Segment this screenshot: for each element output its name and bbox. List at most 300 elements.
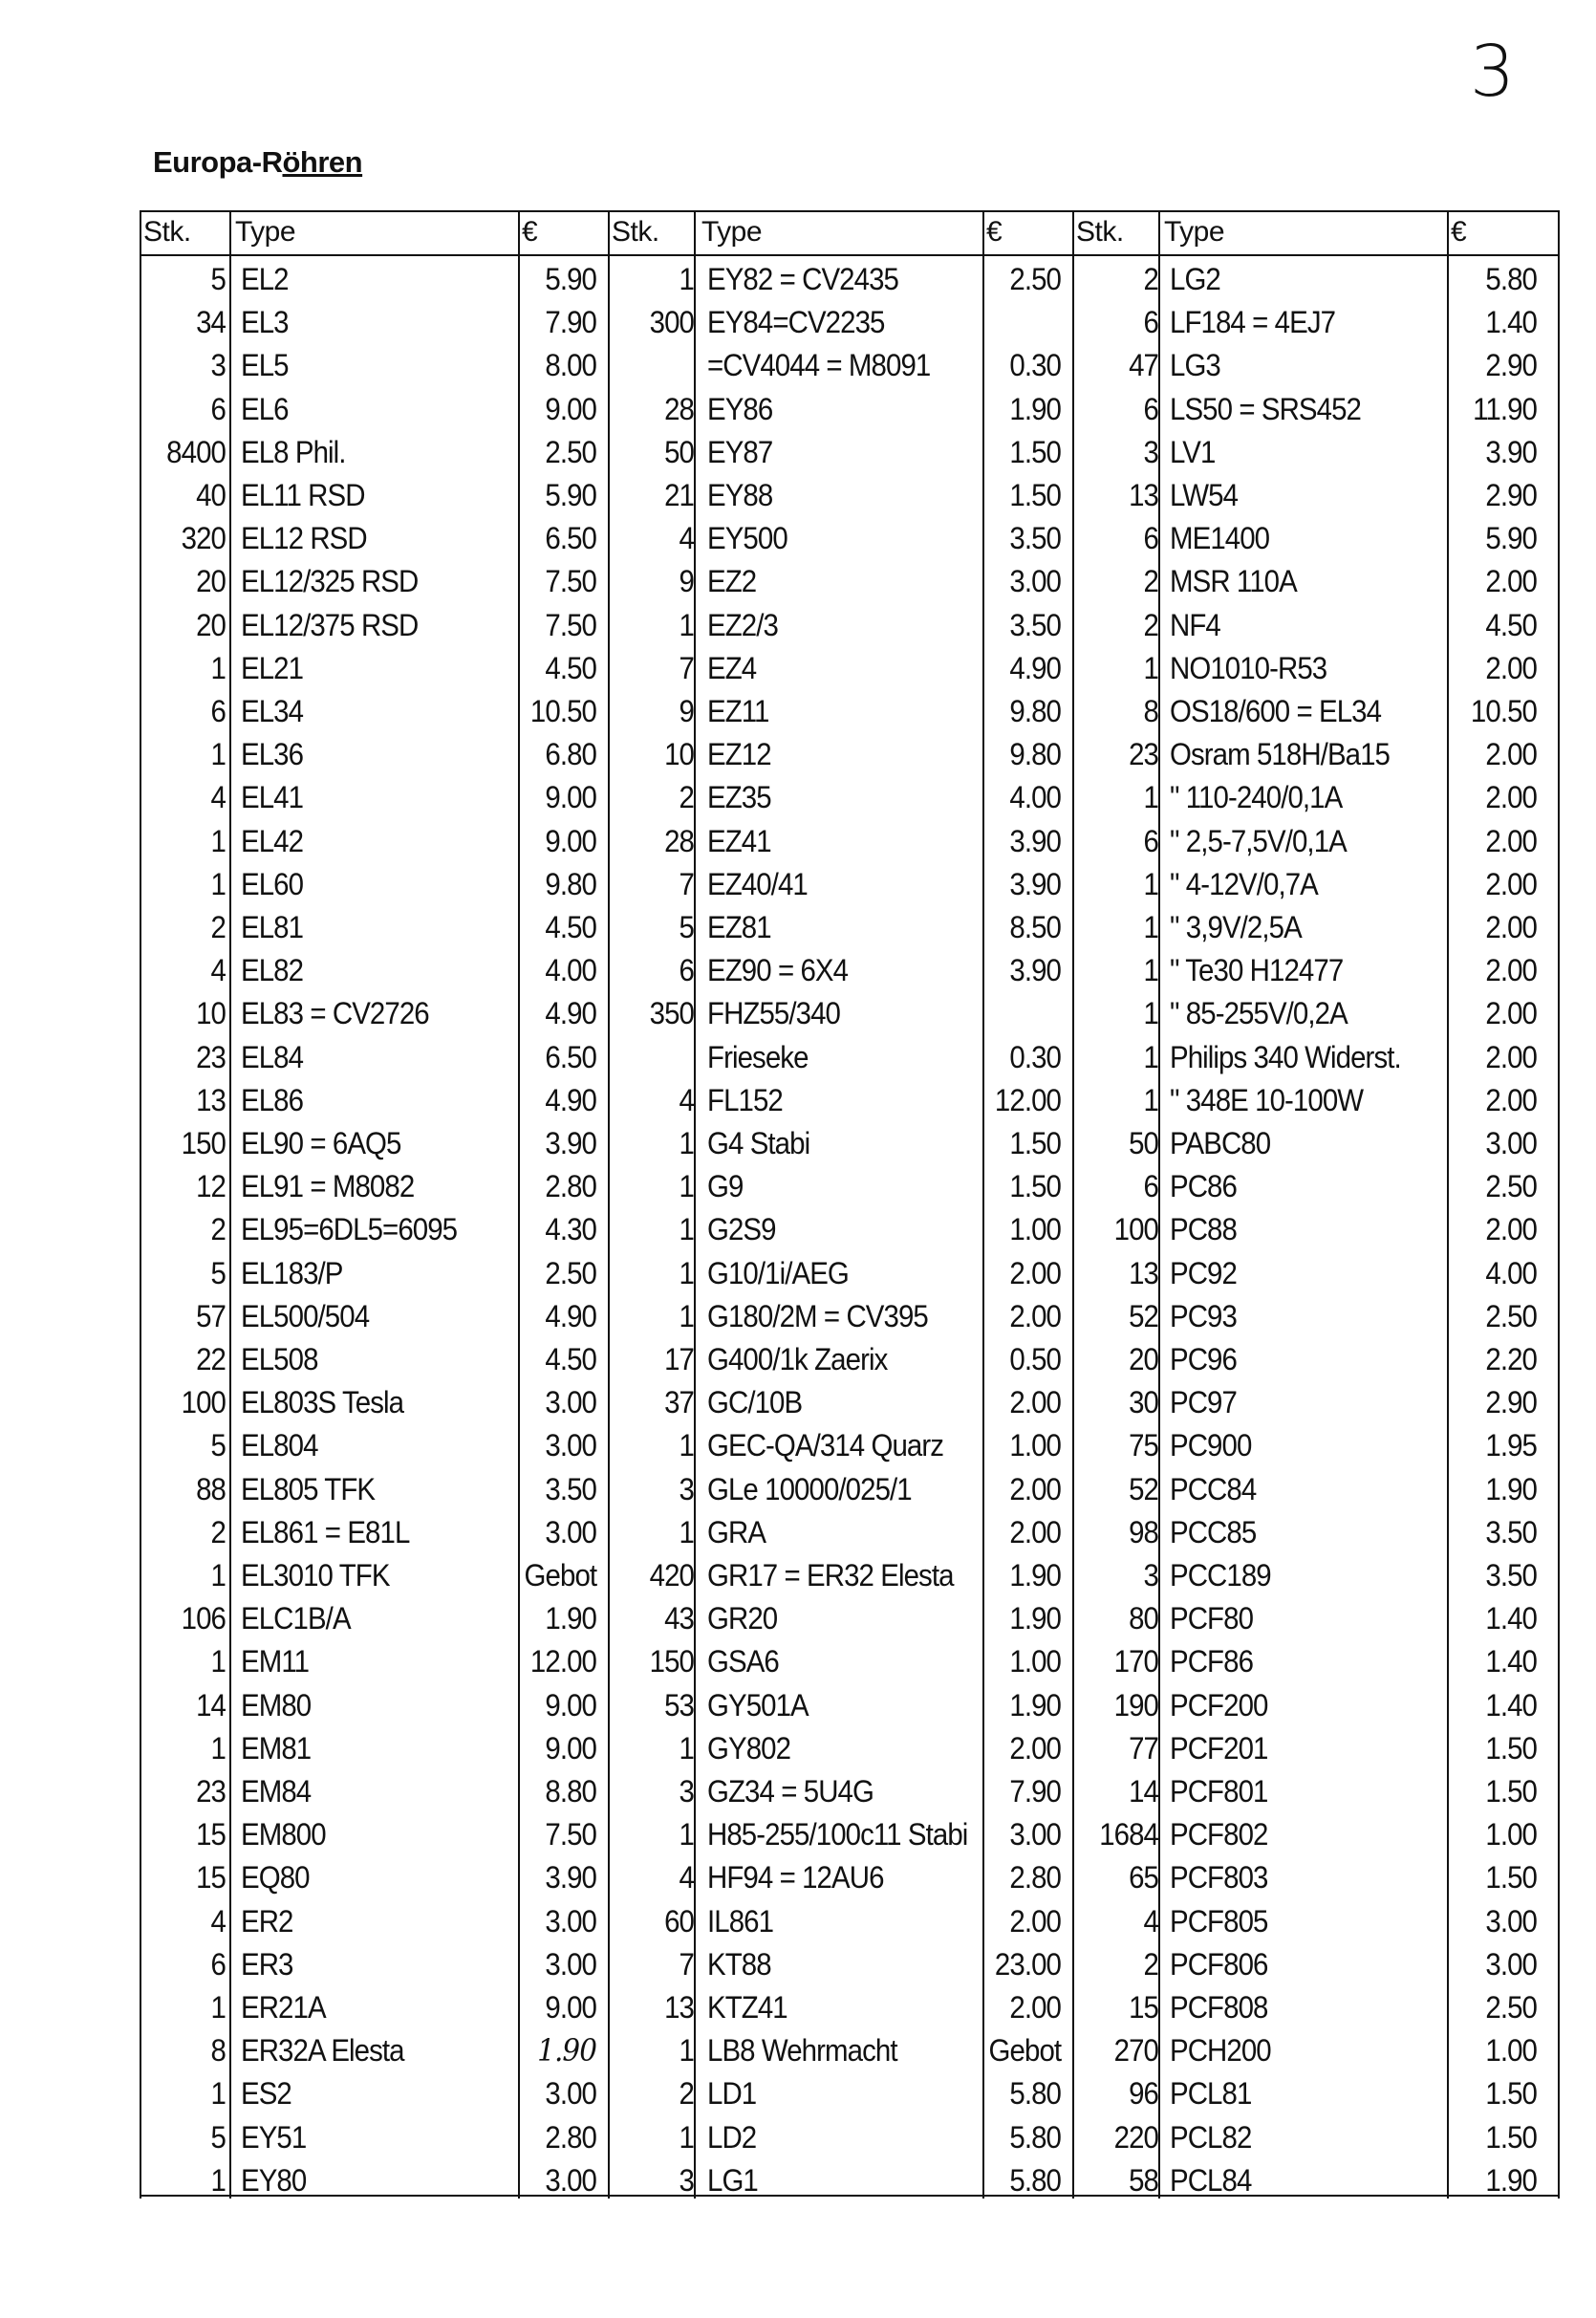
stock-cell: 5 xyxy=(679,910,694,944)
price-cell: 2.00 xyxy=(1485,823,1537,858)
stock-cell: 23 xyxy=(1129,737,1158,772)
stock-cell: 98 xyxy=(1129,1514,1158,1549)
price-cell: 1.90 xyxy=(537,2032,596,2069)
type-cell: EL2 xyxy=(241,262,289,296)
type-cell: EL83 = CV2726 xyxy=(241,996,429,1031)
type-cell: EZ4 xyxy=(707,650,757,685)
price-cell: 4.90 xyxy=(1009,650,1061,685)
stock-cell: 2 xyxy=(1143,1946,1158,1982)
price-cell: 3.00 xyxy=(545,1428,596,1463)
stock-cell xyxy=(618,1036,694,1079)
stock-cell: 6 xyxy=(1143,391,1158,426)
price-cell: 6.80 xyxy=(545,737,596,772)
price-cell: 3.00 xyxy=(1009,1817,1061,1852)
type-cell: EM11 xyxy=(241,1644,310,1679)
stock-cell: 220 xyxy=(1113,2119,1158,2155)
price-cell: 8.50 xyxy=(1009,910,1061,944)
type-cell: PCC189 xyxy=(1170,1558,1271,1592)
type-cell: EL91 = M8082 xyxy=(241,1169,415,1204)
price-cell: 9.00 xyxy=(545,1730,596,1766)
stock-cell: 1 xyxy=(210,2076,226,2112)
type-cell: EZ11 xyxy=(707,694,769,728)
stock-cell: 150 xyxy=(181,1126,226,1160)
stock-cell: 1 xyxy=(679,1428,694,1463)
type-cell: OS18/600 = EL34 xyxy=(1170,694,1382,728)
price-cell: 9.00 xyxy=(545,823,596,858)
price-table xyxy=(140,210,1560,2199)
type-cell: G2S9 xyxy=(707,1212,776,1247)
stock-cell: 13 xyxy=(664,1990,694,2025)
price-cell: 10.50 xyxy=(529,694,596,728)
price-cell: 9.00 xyxy=(545,1687,596,1722)
stock-cell: 2 xyxy=(679,780,694,815)
price-cell: 3.50 xyxy=(1485,1558,1537,1592)
price-cell: 12.00 xyxy=(994,1082,1061,1117)
price-cell: 2.00 xyxy=(1485,780,1537,815)
stock-cell: 96 xyxy=(1129,2076,1158,2112)
type-cell: KT88 xyxy=(707,1946,771,1982)
price-cell: 2.50 xyxy=(545,434,596,469)
type-cell: EY51 xyxy=(241,2119,307,2155)
price-cell: 1.90 xyxy=(1009,1601,1061,1636)
type-cell: EL803S Tesla xyxy=(241,1385,404,1420)
stock-cell: 1 xyxy=(1143,910,1158,944)
price-cell: 1.50 xyxy=(1485,1774,1537,1809)
price-cell: 1.40 xyxy=(1485,1687,1537,1722)
type-cell: PCF806 xyxy=(1170,1946,1268,1982)
type-cell: EY82 = CV2435 xyxy=(707,262,898,296)
price-cell: 2.00 xyxy=(1009,1298,1061,1333)
table-top-border xyxy=(140,210,1560,212)
page-title xyxy=(153,145,362,180)
price-cell: 1.90 xyxy=(1485,2162,1537,2198)
type-cell: G400/1k Zaerix xyxy=(707,1342,888,1376)
price-cell: 3.00 xyxy=(545,1514,596,1549)
type-cell: NF4 xyxy=(1170,607,1220,642)
stock-cell: 100 xyxy=(1113,1212,1158,1247)
stock-cell: 10 xyxy=(196,996,226,1031)
type-cell: EM800 xyxy=(241,1817,326,1852)
type-cell: LG1 xyxy=(707,2162,758,2198)
stock-cell: 57 xyxy=(196,1298,226,1333)
column-header: Stk. xyxy=(1076,216,1124,248)
type-cell: HF94 = 12AU6 xyxy=(707,1860,884,1896)
price-cell: 2.50 xyxy=(1485,1990,1537,2025)
price-cell: 2.80 xyxy=(1009,1860,1061,1896)
column-divider xyxy=(694,210,696,2199)
type-cell: PCF803 xyxy=(1170,1860,1268,1896)
price-cell: 3.00 xyxy=(1485,1126,1537,1160)
price-cell: 2.90 xyxy=(1485,1385,1537,1420)
price-cell: 2.80 xyxy=(545,1169,596,1204)
type-cell: EZ90 = 6X4 xyxy=(707,953,849,988)
type-cell: LD1 xyxy=(707,2076,757,2112)
type-cell: EZ81 xyxy=(707,910,771,944)
price-cell: 5.80 xyxy=(1009,2162,1061,2198)
stock-cell: 1 xyxy=(210,650,226,685)
price-cell: 2.00 xyxy=(1009,1730,1061,1766)
type-cell: EQ80 xyxy=(241,1860,310,1896)
price-cell: 1.50 xyxy=(1009,1169,1061,1204)
price-cell: 2.80 xyxy=(545,2119,596,2155)
price-cell: 3.00 xyxy=(545,1385,596,1420)
stock-cell: 13 xyxy=(1129,1255,1158,1290)
column-divider xyxy=(1447,210,1449,2199)
column-divider xyxy=(1558,210,1560,2199)
type-cell: " 110-240/0,1A xyxy=(1170,780,1343,815)
stock-cell: 3 xyxy=(679,2162,694,2198)
stock-cell: 1 xyxy=(1143,1082,1158,1117)
stock-cell: 20 xyxy=(1129,1342,1158,1376)
stock-cell: 1 xyxy=(210,1644,226,1679)
type-cell: ELC1B/A xyxy=(241,1601,351,1636)
type-cell: " 348E 10-100W xyxy=(1170,1082,1364,1117)
stock-cell: 28 xyxy=(664,823,694,858)
price-cell: 1.50 xyxy=(1485,2119,1537,2155)
price-cell: 1.40 xyxy=(1485,1644,1537,1679)
price-cell: 0.30 xyxy=(1009,348,1061,383)
price-cell: 1.90 xyxy=(1485,1471,1537,1506)
price-cell: 2.50 xyxy=(1009,262,1061,296)
price-cell: 6.50 xyxy=(545,1039,596,1074)
price-cell: 2.00 xyxy=(1485,953,1537,988)
stock-cell: 6 xyxy=(210,694,226,728)
price-cell: 2.00 xyxy=(1485,1039,1537,1074)
stock-cell: 5 xyxy=(210,262,226,296)
price-cell: 2.00 xyxy=(1009,1385,1061,1420)
type-cell: PCF201 xyxy=(1170,1730,1268,1766)
price-cell: 1.00 xyxy=(1009,1212,1061,1247)
column-divider xyxy=(1072,210,1074,2199)
stock-cell: 22 xyxy=(196,1342,226,1376)
stock-cell: 3 xyxy=(1143,434,1158,469)
price-cell: 4.00 xyxy=(545,953,596,988)
stock-cell: 52 xyxy=(1129,1298,1158,1333)
price-cell: Gebot xyxy=(524,1558,597,1592)
stock-cell: 1 xyxy=(210,1730,226,1766)
price-cell: 4.00 xyxy=(1485,1255,1537,1290)
stock-cell: 4 xyxy=(210,780,226,815)
type-cell: EL84 xyxy=(241,1039,304,1074)
price-cell xyxy=(989,992,1061,1035)
type-cell: GC/10B xyxy=(707,1385,803,1420)
type-cell: PCL82 xyxy=(1170,2119,1252,2155)
price-cell: 1.50 xyxy=(1009,478,1061,512)
price-cell: 7.50 xyxy=(545,564,596,599)
stock-cell: 1 xyxy=(679,2033,694,2069)
type-cell: IL861 xyxy=(707,1903,774,1939)
stock-cell: 37 xyxy=(664,1385,694,1420)
stock-cell: 58 xyxy=(1129,2162,1158,2198)
stock-cell: 9 xyxy=(679,694,694,728)
type-cell: EL90 = 6AQ5 xyxy=(241,1126,401,1160)
price-cell: 4.90 xyxy=(545,996,596,1031)
type-cell: EL42 xyxy=(241,823,304,858)
type-cell: LV1 xyxy=(1170,434,1216,469)
price-cell: 2.00 xyxy=(1009,1514,1061,1549)
type-cell: ER21A xyxy=(241,1990,326,2025)
type-cell: PC93 xyxy=(1170,1298,1237,1333)
type-cell: EL95=6DL5=6095 xyxy=(241,1212,458,1247)
stock-cell: 320 xyxy=(181,521,226,556)
type-cell: EY87 xyxy=(707,434,773,469)
price-cell: 0.50 xyxy=(1009,1342,1061,1376)
column-divider xyxy=(229,210,231,2199)
column-divider xyxy=(518,210,520,2199)
type-cell: EY500 xyxy=(707,521,787,556)
type-cell: PCF200 xyxy=(1170,1687,1268,1722)
stock-cell: 2 xyxy=(1143,262,1158,296)
stock-cell: 88 xyxy=(196,1471,226,1506)
type-cell: EL12/375 RSD xyxy=(241,607,419,642)
price-cell: 1.00 xyxy=(1009,1428,1061,1463)
stock-cell: 9 xyxy=(679,564,694,599)
stock-cell: 52 xyxy=(1129,1471,1158,1506)
type-cell: EL41 xyxy=(241,780,304,815)
stock-cell: 23 xyxy=(196,1774,226,1809)
price-cell: 1.90 xyxy=(1009,391,1061,426)
stock-cell: 60 xyxy=(664,1903,694,1939)
stock-cell: 270 xyxy=(1113,2033,1158,2069)
price-cell: 3.00 xyxy=(545,1903,596,1939)
stock-cell: 50 xyxy=(664,434,694,469)
type-cell: EL3010 TFK xyxy=(241,1558,390,1592)
stock-cell: 15 xyxy=(1129,1990,1158,2025)
stock-cell: 6 xyxy=(1143,1169,1158,1204)
stock-cell: 1 xyxy=(679,1817,694,1852)
price-cell: 4.50 xyxy=(545,650,596,685)
price-cell: 23.00 xyxy=(994,1946,1061,1982)
stock-cell: 106 xyxy=(181,1601,226,1636)
type-cell: MSR 110A xyxy=(1170,564,1297,599)
stock-cell: 21 xyxy=(664,478,694,512)
type-cell: ER32A Elesta xyxy=(241,2033,404,2069)
price-cell: 1.50 xyxy=(1485,2076,1537,2112)
price-cell: 4.90 xyxy=(545,1082,596,1117)
type-cell: GY802 xyxy=(707,1730,791,1766)
price-cell: 9.80 xyxy=(1009,694,1061,728)
type-cell: EL12 RSD xyxy=(241,521,367,556)
type-cell: Osram 518H/Ba15 xyxy=(1170,737,1391,772)
stock-cell: 6 xyxy=(210,1946,226,1982)
type-cell: ME1400 xyxy=(1170,521,1270,556)
type-cell: PCF801 xyxy=(1170,1774,1268,1809)
price-cell: 3.00 xyxy=(1485,1903,1537,1939)
type-cell: GZ34 = 5U4G xyxy=(707,1774,873,1809)
stock-cell: 2 xyxy=(210,910,226,944)
stock-cell: 50 xyxy=(1129,1126,1158,1160)
stock-cell: 47 xyxy=(1129,348,1158,383)
stock-cell: 8 xyxy=(210,2033,226,2069)
header-divider xyxy=(140,254,1560,256)
price-cell: 5.80 xyxy=(1485,262,1537,296)
price-cell: 4.50 xyxy=(1485,607,1537,642)
type-cell: " Te30 H12477 xyxy=(1170,953,1344,988)
column-header: Type xyxy=(235,216,296,248)
price-cell: 2.90 xyxy=(1485,478,1537,512)
price-cell: 4.50 xyxy=(545,1342,596,1376)
price-cell: 1.00 xyxy=(1009,1644,1061,1679)
price-cell: 3.50 xyxy=(545,1471,596,1506)
stock-cell: 30 xyxy=(1129,1385,1158,1420)
stock-cell: 13 xyxy=(196,1082,226,1117)
stock-cell: 1 xyxy=(679,1212,694,1247)
table-bottom-border xyxy=(140,2195,1560,2197)
price-cell: 2.00 xyxy=(1485,996,1537,1031)
price-cell: 4.30 xyxy=(545,1212,596,1247)
price-cell: 3.50 xyxy=(1485,1514,1537,1549)
type-cell: EL805 TFK xyxy=(241,1471,376,1506)
stock-cell: 150 xyxy=(649,1644,694,1679)
price-cell: 1.90 xyxy=(545,1601,596,1636)
price-cell: 3.00 xyxy=(545,2076,596,2112)
stock-cell: 14 xyxy=(1129,1774,1158,1809)
type-cell: PCF86 xyxy=(1170,1644,1254,1679)
price-cell: 1.90 xyxy=(1009,1687,1061,1722)
stock-cell: 2 xyxy=(1143,607,1158,642)
type-cell: PC92 xyxy=(1170,1255,1237,1290)
stock-cell: 4 xyxy=(679,1082,694,1117)
price-cell: 2.90 xyxy=(1485,348,1537,383)
stock-cell: 34 xyxy=(196,305,226,340)
price-cell: 9.80 xyxy=(1009,737,1061,772)
stock-cell: 7 xyxy=(679,650,694,685)
price-cell: 1.50 xyxy=(1485,1860,1537,1896)
price-cell: 5.90 xyxy=(545,262,596,296)
stock-cell: 1 xyxy=(679,1126,694,1160)
price-cell: 2.00 xyxy=(1485,1082,1537,1117)
type-cell: EZ2/3 xyxy=(707,607,778,642)
price-cell: 3.00 xyxy=(545,2162,596,2198)
stock-cell: 15 xyxy=(196,1817,226,1852)
type-cell: EM84 xyxy=(241,1774,312,1809)
type-cell: EM80 xyxy=(241,1687,312,1722)
type-cell: EY84=CV2235 xyxy=(707,305,885,340)
type-cell: EL11 RSD xyxy=(241,478,365,512)
price-cell: 4.50 xyxy=(545,910,596,944)
stock-cell: 1 xyxy=(679,607,694,642)
type-cell: EL508 xyxy=(241,1342,318,1376)
stock-cell: 1 xyxy=(679,262,694,296)
price-cell: 7.50 xyxy=(545,607,596,642)
stock-cell: 1 xyxy=(1143,866,1158,901)
type-cell: EL804 xyxy=(241,1428,318,1463)
type-cell: EL12/325 RSD xyxy=(241,564,419,599)
type-cell: GR20 xyxy=(707,1601,778,1636)
type-cell: EL6 xyxy=(241,391,289,426)
stock-cell: 1 xyxy=(1143,996,1158,1031)
price-cell: 5.80 xyxy=(1009,2076,1061,2112)
type-cell: Philips 340 Widerst. xyxy=(1170,1039,1401,1074)
type-cell: PCF805 xyxy=(1170,1903,1268,1939)
stock-cell: 4 xyxy=(1143,1903,1158,1939)
price-cell xyxy=(989,301,1061,344)
price-cell: 3.90 xyxy=(1009,866,1061,901)
stock-cell: 12 xyxy=(196,1169,226,1204)
price-cell: 2.00 xyxy=(1485,737,1537,772)
column-header: Stk. xyxy=(143,216,191,248)
type-cell: ER2 xyxy=(241,1903,293,1939)
stock-cell: 65 xyxy=(1129,1860,1158,1896)
stock-cell: 8400 xyxy=(166,434,226,469)
type-cell: KTZ41 xyxy=(707,1990,787,2025)
type-cell: H85-255/100c11 Stabi xyxy=(707,1817,968,1852)
price-cell: 1.50 xyxy=(1485,1730,1537,1766)
stock-cell: 23 xyxy=(196,1039,226,1074)
stock-cell: 1 xyxy=(1143,780,1158,815)
title-text: Europa-R xyxy=(153,145,283,179)
stock-cell: 3 xyxy=(679,1774,694,1809)
column-header: € xyxy=(522,216,538,248)
title-underlined-text: öhren xyxy=(282,145,363,179)
type-cell: EL500/504 xyxy=(241,1298,370,1333)
stock-cell: 1 xyxy=(210,2162,226,2198)
type-cell: " 2,5-7,5V/0,1A xyxy=(1170,823,1347,858)
stock-cell: 1 xyxy=(210,866,226,901)
price-cell: 1.00 xyxy=(1485,1817,1537,1852)
stock-cell: 75 xyxy=(1129,1428,1158,1463)
type-cell: " 85-255V/0,2A xyxy=(1170,996,1348,1031)
price-cell: 3.90 xyxy=(1009,823,1061,858)
price-cell: 3.90 xyxy=(1009,953,1061,988)
type-cell: EL5 xyxy=(241,348,289,383)
stock-cell: 1 xyxy=(679,1255,694,1290)
price-cell: 3.90 xyxy=(545,1126,596,1160)
type-cell: EL8 Phil. xyxy=(241,434,346,469)
stock-cell: 170 xyxy=(1113,1644,1158,1679)
stock-cell: 80 xyxy=(1129,1601,1158,1636)
type-cell: EZ12 xyxy=(707,737,771,772)
type-cell: EY88 xyxy=(707,478,773,512)
price-cell: 5.80 xyxy=(1009,2119,1061,2155)
price-cell: 2.00 xyxy=(1009,1903,1061,1939)
stock-cell: 7 xyxy=(679,1946,694,1982)
column-header: Type xyxy=(701,216,763,248)
type-cell: EL34 xyxy=(241,694,304,728)
type-cell: G4 Stabi xyxy=(707,1126,810,1160)
column-divider xyxy=(608,210,610,2199)
stock-cell: 100 xyxy=(181,1385,226,1420)
type-cell: FHZ55/340 xyxy=(707,996,840,1031)
type-cell: PCF808 xyxy=(1170,1990,1268,2025)
price-cell: 9.00 xyxy=(545,391,596,426)
price-cell: 3.00 xyxy=(1009,564,1061,599)
price-cell: 2.00 xyxy=(1485,650,1537,685)
type-cell: EL82 xyxy=(241,953,304,988)
stock-cell: 6 xyxy=(210,391,226,426)
column-header: € xyxy=(1451,216,1467,248)
stock-cell: 17 xyxy=(664,1342,694,1376)
type-cell: EL21 xyxy=(241,650,304,685)
type-cell: PC88 xyxy=(1170,1212,1237,1247)
stock-cell: 6 xyxy=(1143,521,1158,556)
type-cell: G9 xyxy=(707,1169,744,1204)
stock-cell: 14 xyxy=(196,1687,226,1722)
type-cell: PC86 xyxy=(1170,1169,1237,1204)
stock-cell: 3 xyxy=(1143,1558,1158,1592)
type-cell: LG2 xyxy=(1170,262,1220,296)
stock-cell: 1 xyxy=(1143,953,1158,988)
type-cell: NO1010-R53 xyxy=(1170,650,1327,685)
price-cell: 9.00 xyxy=(545,780,596,815)
page-number: 3 xyxy=(1470,31,1516,113)
stock-cell: 1 xyxy=(210,1990,226,2025)
stock-cell: 300 xyxy=(649,305,694,340)
stock-cell: 350 xyxy=(649,996,694,1031)
stock-cell: 420 xyxy=(649,1558,694,1592)
stock-cell: 1 xyxy=(679,2119,694,2155)
stock-cell: 5 xyxy=(210,1428,226,1463)
